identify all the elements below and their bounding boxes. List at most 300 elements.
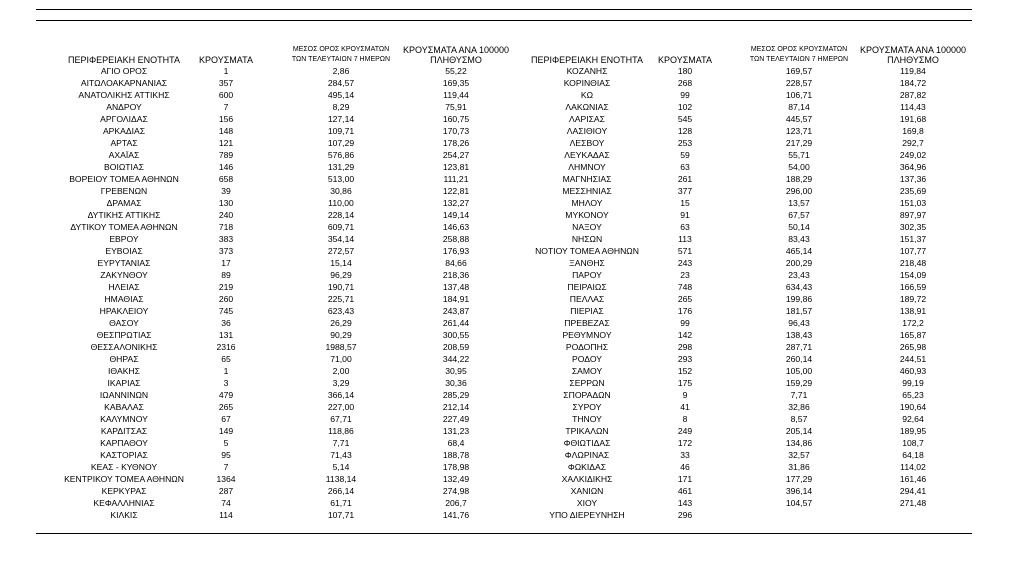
cell-rate: 364,96 <box>899 162 927 172</box>
cell-cases: 1364 <box>216 474 236 484</box>
cell-avg: 623,43 <box>327 306 355 316</box>
table-body <box>502 65 972 521</box>
table-right <box>502 39 972 521</box>
table-row <box>502 497 972 509</box>
cell-region: ΚΩ <box>580 90 594 100</box>
cell-avg: 8,29 <box>332 102 350 112</box>
cell-cases: 113 <box>678 234 692 244</box>
cell-cases: 46 <box>680 462 690 472</box>
cell-cases: 63 <box>680 222 690 232</box>
cell-cases: 171 <box>677 474 693 484</box>
cell-region: ΛΕΣΒΟΥ <box>569 138 605 148</box>
cell-avg: 200,29 <box>785 258 813 268</box>
cell-avg: 169,57 <box>785 66 813 76</box>
cell-avg: 127,14 <box>327 114 355 124</box>
cell-avg: 177,29 <box>785 474 813 484</box>
table-row <box>36 65 506 77</box>
cell-region: ΕΒΡΟΥ <box>109 234 139 244</box>
cell-region: ΓΡΕΒΕΝΩΝ <box>100 186 148 196</box>
cell-cases: 1 <box>223 366 229 376</box>
table-row <box>36 77 506 89</box>
cell-region: ΑΓΙΟ ΟΡΟΣ <box>100 66 148 76</box>
cell-region: ΜΕΣΣΗΝΙΑΣ <box>562 186 612 196</box>
cell-avg: 5,14 <box>332 462 350 472</box>
table-row <box>36 497 506 509</box>
header-rate-line1: ΚΡΟΥΣΜΑΤΑ ΑΝΑ 100000 <box>860 45 966 55</box>
cell-cases: 600 <box>218 90 234 100</box>
cell-avg: 284,57 <box>327 78 355 88</box>
cell-avg: 131,29 <box>327 162 355 172</box>
table-row <box>502 473 972 485</box>
table-row <box>502 437 972 449</box>
table-row <box>36 401 506 413</box>
table-row <box>502 173 972 185</box>
cell-rate: 137,48 <box>442 282 470 292</box>
cell-cases: 152 <box>677 366 693 376</box>
cell-cases: 74 <box>221 498 231 508</box>
table-row <box>502 149 972 161</box>
cell-avg: 118,86 <box>328 426 354 436</box>
cell-region: ΘΕΣΠΡΩΤΙΑΣ <box>96 330 152 340</box>
table-row <box>502 233 972 245</box>
cell-avg: 513,00 <box>327 174 355 184</box>
table-row <box>36 245 506 257</box>
table-row <box>502 353 972 365</box>
cell-avg: 105,00 <box>785 366 813 376</box>
cell-region: ΑΝΔΡΟΥ <box>106 102 142 112</box>
cell-avg: 90,29 <box>330 330 352 340</box>
cell-region: ΚΑΛΥΜΝΟΥ <box>100 414 148 424</box>
table-row <box>36 473 506 485</box>
header-rate-line2: ΠΛΗΘΥΣΜΟ <box>430 55 482 65</box>
cell-rate: 165,87 <box>899 330 927 340</box>
cell-region: ΛΗΜΝΟΥ <box>568 162 606 172</box>
cell-cases: 287 <box>218 486 234 496</box>
cell-rate: 132,27 <box>442 198 470 208</box>
cell-rate: 119,84 <box>900 66 926 76</box>
cell-rate: 30,95 <box>445 366 467 376</box>
cell-region: ΚΟΡΙΝΘΙΑΣ <box>563 78 611 88</box>
cell-cases: 33 <box>680 450 690 460</box>
cell-region: ΚΑΡΠΑΘΟΥ <box>100 438 148 448</box>
cell-avg: 2,00 <box>332 366 350 376</box>
cell-avg: 1988,57 <box>325 342 357 352</box>
cell-rate: 138,91 <box>899 306 927 316</box>
cell-rate: 300,55 <box>442 330 470 340</box>
cell-avg: 50,14 <box>788 222 810 232</box>
cell-avg: 188,29 <box>785 174 813 184</box>
cell-rate: 146,63 <box>442 222 470 232</box>
cell-rate: 897,97 <box>899 210 927 220</box>
cell-avg: 134,86 <box>785 438 813 448</box>
cell-cases: 95 <box>221 450 231 460</box>
cell-rate: 114,43 <box>900 102 926 112</box>
cell-avg: 634,43 <box>785 282 813 292</box>
cell-rate: 292,7 <box>902 138 924 148</box>
cell-rate: 271,48 <box>899 498 927 508</box>
table-row <box>36 509 506 521</box>
cell-avg: 225,71 <box>327 294 355 304</box>
cell-cases: 789 <box>218 150 234 160</box>
cell-cases: 128 <box>677 126 693 136</box>
cell-rate: 55,22 <box>445 66 467 76</box>
header-avg-line2: ΤΩΝ ΤΕΛΕΥΤΑΙΩΝ 7 ΗΜΕΡΩΝ <box>749 56 849 63</box>
cell-avg: 106,71 <box>785 90 813 100</box>
cell-cases: 243 <box>677 258 693 268</box>
cell-rate: 149,14 <box>442 210 470 220</box>
cell-rate: 190,64 <box>899 402 927 412</box>
cell-region: ΚΕΝΤΡΙΚΟΥ ΤΟΜΕΑ ΑΘΗΝΩΝ <box>64 474 184 484</box>
cell-region: ΝΗΣΩΝ <box>571 234 603 244</box>
table-row <box>36 269 506 281</box>
table-row <box>502 125 972 137</box>
table-row <box>36 257 506 269</box>
cell-avg: 32,86 <box>788 402 810 412</box>
cell-rate: 123,81 <box>442 162 470 172</box>
cell-region: ΚΕΦΑΛΛΗΝΙΑΣ <box>93 498 155 508</box>
table-row <box>502 137 972 149</box>
cell-region: ΤΡΙΚΑΛΩΝ <box>565 426 609 436</box>
cell-avg: 272,57 <box>327 246 355 256</box>
cell-region: ΕΥΡΥΤΑΝΙΑΣ <box>97 258 151 268</box>
table-row <box>36 101 506 113</box>
cell-avg: 205,14 <box>785 426 813 436</box>
table-row <box>36 197 506 209</box>
cell-cases: 268 <box>677 78 693 88</box>
table-row <box>36 221 506 233</box>
cell-cases: 2316 <box>216 342 236 352</box>
cell-avg: 260,14 <box>785 354 813 364</box>
table-row <box>36 149 506 161</box>
cell-region: ΥΠΟ ΔΙΕΡΕΥΝΗΣΗ <box>549 510 625 520</box>
cell-region: ΗΜΑΘΙΑΣ <box>104 294 144 304</box>
cell-cases: 260 <box>218 294 234 304</box>
cell-cases: 175 <box>677 378 693 388</box>
table-row <box>502 329 972 341</box>
table-row <box>502 377 972 389</box>
table-body <box>36 65 506 521</box>
table-row <box>36 377 506 389</box>
cell-region: ΑΙΤΩΛΟΑΚΑΡΝΑΝΙΑΣ <box>80 78 168 88</box>
header-region: ΠΕΡΙΦΕΡΕΙΑΚΗ ΕΝΟΤΗΤΑ <box>530 55 644 65</box>
cell-cases: 9 <box>682 390 688 400</box>
table-row <box>502 185 972 197</box>
cell-avg: 495,14 <box>327 90 355 100</box>
cell-avg: 110,00 <box>328 198 354 208</box>
cell-region: ΣΥΡΟΥ <box>572 402 602 412</box>
cell-cases: 99 <box>680 318 690 328</box>
cell-avg: 217,29 <box>785 138 813 148</box>
cell-avg: 123,71 <box>785 126 813 136</box>
bottom-rule <box>36 533 972 534</box>
cell-region: ΚΑΡΔΙΤΣΑΣ <box>100 426 148 436</box>
cell-region: ΑΡΓΟΛΙΔΑΣ <box>100 114 148 124</box>
cell-cases: 718 <box>218 222 234 232</box>
cell-region: ΧΑΝΙΩΝ <box>570 486 604 496</box>
cell-region: ΛΕΥΚΑΔΑΣ <box>564 150 610 160</box>
cell-rate: 344,22 <box>442 354 470 364</box>
cell-cases: 146 <box>218 162 234 172</box>
table-row <box>502 269 972 281</box>
cell-avg: 445,57 <box>785 114 813 124</box>
cell-rate: 119,44 <box>443 90 469 100</box>
cell-rate: 75,91 <box>445 102 467 112</box>
cell-region: ΘΑΣΟΥ <box>109 318 139 328</box>
cell-cases: 240 <box>218 210 234 220</box>
cell-avg: 87,14 <box>788 102 810 112</box>
cell-region: ΑΡΤΑΣ <box>110 138 138 148</box>
table-row <box>36 173 506 185</box>
cell-region: ΜΑΓΝΗΣΙΑΣ <box>562 174 612 184</box>
cell-region: ΚΟΖΑΝΗΣ <box>566 66 608 76</box>
cell-cases: 180 <box>677 66 693 76</box>
header-rate <box>852 45 974 65</box>
header-avg-line1: ΜΕΣΟΣ ΟΡΟΣ ΚΡΟΥΣΜΑΤΩΝ <box>750 46 848 53</box>
cell-region: ΔΥΤΙΚΟΥ ΤΟΜΕΑ ΑΘΗΝΩΝ <box>70 222 178 232</box>
cell-region: ΜΗΛΟΥ <box>571 198 603 208</box>
cell-region: ΣΠΟΡΑΔΩΝ <box>563 390 611 400</box>
cell-cases: 265 <box>218 402 234 412</box>
cell-rate: 170,73 <box>442 126 470 136</box>
cell-rate: 191,68 <box>899 114 927 124</box>
table-row <box>502 245 972 257</box>
cell-rate: 258,88 <box>442 234 470 244</box>
cell-cases: 65 <box>221 354 231 364</box>
cell-region: ΦΘΙΩΤΙΔΑΣ <box>563 438 611 448</box>
cell-cases: 296 <box>677 510 693 520</box>
cell-region: ΡΕΘΥΜΝΟΥ <box>562 330 612 340</box>
cell-region: ΣΑΜΟΥ <box>571 366 603 376</box>
table-row <box>502 509 972 521</box>
cell-rate: 154,09 <box>899 270 927 280</box>
cell-avg: 1138,14 <box>325 474 357 484</box>
cell-avg: 13,57 <box>788 198 810 208</box>
cell-rate: 107,77 <box>899 246 927 256</box>
cell-cases: 253 <box>677 138 693 148</box>
cell-rate: 285,29 <box>442 390 470 400</box>
cell-rate: 249,02 <box>899 150 927 160</box>
cell-rate: 243,87 <box>442 306 470 316</box>
cell-rate: 172,2 <box>902 318 924 328</box>
cell-cases: 102 <box>677 102 693 112</box>
cell-avg: 287,71 <box>785 342 813 352</box>
cell-region: ΑΝΑΤΟΛΙΚΗΣ ΑΤΤΙΚΗΣ <box>78 90 170 100</box>
cell-cases: 156 <box>218 114 234 124</box>
cell-cases: 479 <box>218 390 234 400</box>
cell-cases: 383 <box>218 234 234 244</box>
cell-avg: 96,43 <box>788 318 810 328</box>
cell-rate: 151,03 <box>899 198 927 208</box>
cell-region: ΚΙΛΚΙΣ <box>110 510 138 520</box>
table-row <box>502 221 972 233</box>
cell-avg: 266,14 <box>327 486 355 496</box>
table-row <box>36 89 506 101</box>
cell-rate: 160,75 <box>442 114 470 124</box>
cell-avg: 32,57 <box>788 450 810 460</box>
cell-avg: 7,71 <box>332 438 350 448</box>
cell-region: ΚΑΣΤΟΡΙΑΣ <box>100 450 148 460</box>
cell-region: ΛΑΚΩΝΙΑΣ <box>565 102 609 112</box>
cell-rate: 287,82 <box>899 90 927 100</box>
cell-cases: 219 <box>218 282 234 292</box>
cell-avg: 576,86 <box>327 150 355 160</box>
cell-avg: 71,43 <box>330 450 352 460</box>
table-row <box>502 389 972 401</box>
cell-cases: 36 <box>221 318 231 328</box>
cell-rate: 169,35 <box>442 78 470 88</box>
cell-cases: 377 <box>677 186 693 196</box>
cell-cases: 7 <box>223 102 229 112</box>
cell-cases: 63 <box>680 162 690 172</box>
table-header <box>502 39 972 65</box>
table-row <box>36 329 506 341</box>
cell-region: ΙΘΑΚΗΣ <box>108 366 140 376</box>
cell-rate: 169,8 <box>902 126 924 136</box>
cell-region: ΞΑΝΘΗΣ <box>569 258 605 268</box>
table-row <box>36 113 506 125</box>
table-row <box>502 305 972 317</box>
table-row <box>36 425 506 437</box>
cell-cases: 176 <box>677 306 693 316</box>
cell-region: ΦΩΚΙΔΑΣ <box>567 462 607 472</box>
table-header <box>36 39 509 65</box>
cell-rate: 254,27 <box>442 150 470 160</box>
header-rate <box>396 45 516 65</box>
cell-rate: 189,95 <box>899 426 927 436</box>
cell-avg: 181,57 <box>785 306 813 316</box>
header-avg-line2: ΤΩΝ ΤΕΛΕΥΤΑΙΩΝ 7 ΗΜΕΡΩΝ <box>291 56 391 63</box>
table-row <box>502 485 972 497</box>
table-row <box>502 461 972 473</box>
table-row <box>502 341 972 353</box>
table-row <box>36 137 506 149</box>
cell-region: ΛΑΡΙΣΑΣ <box>569 114 605 124</box>
cell-rate: 184,91 <box>442 294 470 304</box>
table-row <box>502 449 972 461</box>
header-avg <box>729 45 869 65</box>
cell-rate: 114,02 <box>900 462 926 472</box>
cell-cases: 91 <box>680 210 690 220</box>
cell-region: ΝΑΞΟΥ <box>572 222 602 232</box>
cell-avg: 228,14 <box>327 210 355 220</box>
cell-avg: 159,29 <box>785 378 813 388</box>
table-row <box>36 365 506 377</box>
cell-avg: 228,57 <box>785 78 813 88</box>
cell-rate: 99,19 <box>902 378 924 388</box>
cell-region: ΚΕΡΚΥΡΑΣ <box>101 486 147 496</box>
cell-cases: 249 <box>677 426 693 436</box>
cell-region: ΧΙΟΥ <box>576 498 598 508</box>
cell-avg: 71,00 <box>330 354 352 364</box>
cell-avg: 96,29 <box>330 270 352 280</box>
table-row <box>502 257 972 269</box>
cell-rate: 111,21 <box>443 174 469 184</box>
cell-region: ΜΥΚΟΝΟΥ <box>565 210 609 220</box>
cell-region: ΡΟΔΟΥ <box>572 354 602 364</box>
cell-rate: 265,98 <box>899 342 927 352</box>
cell-cases: 8 <box>682 414 688 424</box>
cell-cases: 658 <box>218 174 234 184</box>
cell-rate: 151,37 <box>899 234 927 244</box>
cell-avg: 296,00 <box>785 186 813 196</box>
cell-avg: 61,71 <box>330 498 352 508</box>
cell-avg: 3,29 <box>332 378 350 388</box>
cell-rate: 274,98 <box>442 486 470 496</box>
cell-cases: 265 <box>677 294 693 304</box>
table-row <box>502 209 972 221</box>
cell-region: ΚΑΒΑΛΑΣ <box>104 402 144 412</box>
table-row <box>36 389 506 401</box>
cell-rate: 161,46 <box>899 474 927 484</box>
table-row <box>36 449 506 461</box>
table-row <box>502 365 972 377</box>
cell-region: ΙΩΑΝΝΙΝΩΝ <box>99 390 149 400</box>
cell-avg: 2,86 <box>332 66 350 76</box>
table-row <box>502 293 972 305</box>
cell-rate: 206,7 <box>445 498 467 508</box>
cell-rate: 294,41 <box>899 486 927 496</box>
cell-region: ΠΕΛΛΑΣ <box>569 294 605 304</box>
cell-rate: 218,36 <box>442 270 470 280</box>
cell-rate: 68,4 <box>447 438 465 448</box>
table-row <box>36 461 506 473</box>
header-cases: ΚΡΟΥΣΜΑΤΑ <box>199 55 253 65</box>
cell-rate: 208,59 <box>442 342 470 352</box>
table-row <box>502 317 972 329</box>
cell-cases: 99 <box>680 90 690 100</box>
table-row <box>36 317 506 329</box>
cell-cases: 545 <box>677 114 693 124</box>
cell-rate: 460,93 <box>899 366 927 376</box>
cell-region: ΕΥΒΟΙΑΣ <box>105 246 143 256</box>
cell-cases: 461 <box>677 486 693 496</box>
cell-rate: 65,23 <box>902 390 924 400</box>
table-row <box>36 413 506 425</box>
table-row <box>36 233 506 245</box>
cell-rate: 218,48 <box>899 258 927 268</box>
table-row <box>36 209 506 221</box>
cell-rate: 184,72 <box>899 78 927 88</box>
cell-avg: 30,86 <box>330 186 352 196</box>
cell-rate: 132,49 <box>442 474 470 484</box>
cell-cases: 15 <box>680 198 690 208</box>
cell-region: ΚΕΑΣ - ΚΥΘΝΟΥ <box>90 462 158 472</box>
table-row <box>502 281 972 293</box>
cell-rate: 235,69 <box>899 186 927 196</box>
cell-cases: 23 <box>680 270 690 280</box>
cell-rate: 176,93 <box>442 246 470 256</box>
cell-cases: 3 <box>223 378 229 388</box>
cell-avg: 7,71 <box>790 390 808 400</box>
cell-avg: 396,14 <box>785 486 813 496</box>
cell-cases: 89 <box>221 270 231 280</box>
table-row <box>36 161 506 173</box>
cell-rate: 178,26 <box>442 138 470 148</box>
cell-region: ΑΡΚΑΔΙΑΣ <box>102 126 146 136</box>
table-row <box>36 341 506 353</box>
cell-region: ΑΧΑΪΑΣ <box>108 150 140 160</box>
top-rule-2 <box>36 20 972 21</box>
cell-region: ΔΥΤΙΚΗΣ ΑΤΤΙΚΗΣ <box>87 210 161 220</box>
cell-cases: 59 <box>680 150 690 160</box>
table-row <box>36 125 506 137</box>
table-row <box>36 353 506 365</box>
cell-rate: 84,66 <box>445 258 467 268</box>
cell-avg: 199,86 <box>785 294 813 304</box>
cell-cases: 17 <box>221 258 231 268</box>
cell-cases: 41 <box>680 402 690 412</box>
cell-cases: 5 <box>223 438 229 448</box>
